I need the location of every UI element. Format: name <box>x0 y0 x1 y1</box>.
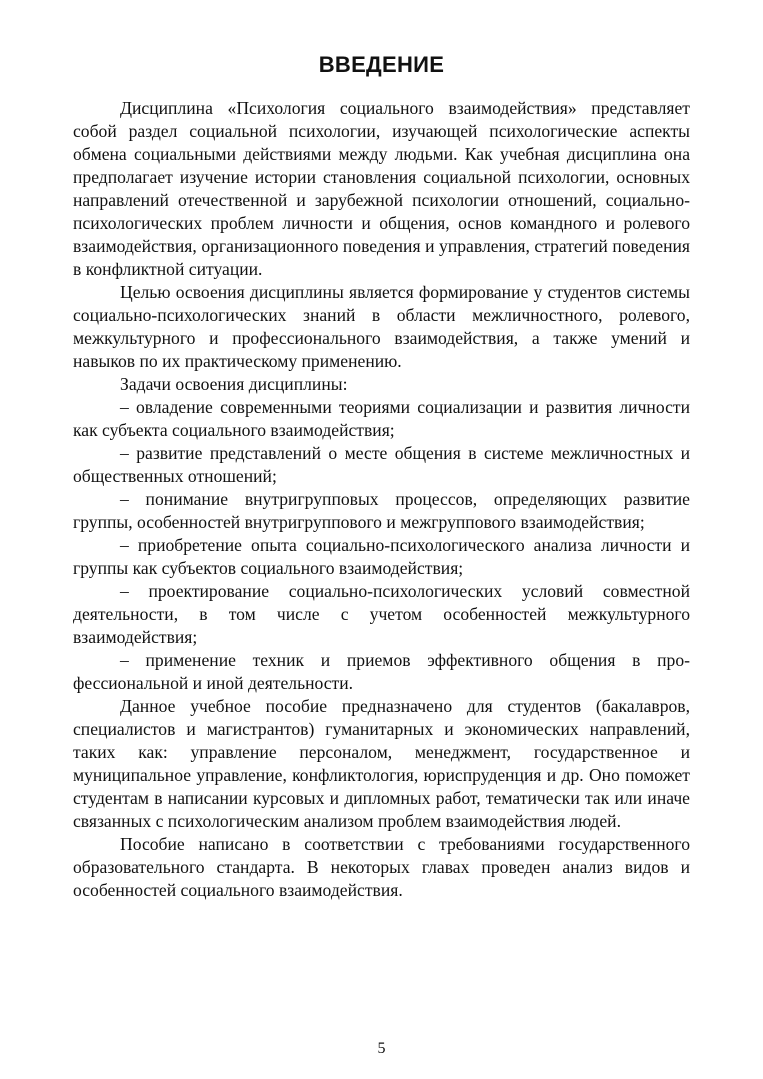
intro-paragraph: Дисциплина «Психология социального взаимодействия» представляет собой раздел социальной психологии, изучающей психологические аспекты обмена социальными действиями между людьми. Как учебная дисциплина она предполагает изучение истории становления социальной психологии, основных направлений отечественной и зарубежной психологии отношений, социально-психологических проблем личности и общения, основ командного и ролевого взаимодействия, организационного поведения и управления, стратегий поведения в конфликтной ситуации. <box>73 98 690 279</box>
task-item: – развитие представлений о месте общения в системе межличностных и общественных отношений; <box>73 443 690 486</box>
task-item: – овладение современными теориями социализации и развития личности как субъекта социального взаимодействия; <box>73 397 690 440</box>
standard-paragraph: Пособие написано в соответствии с требованиями государственного образовательного стандарта. В некоторых главах проведен анализ видов и особенностей социального взаимодействия. <box>73 834 690 900</box>
goal-paragraph: Целью освоения дисциплины является формирование у студентов системы социально-психологических знаний в области межличностного, ролевого, межкультурного и профессионального взаимодействия, а также умений и навыков по их практическому применению. <box>73 282 690 371</box>
task-item: – применение техник и приемов эффективного общения в профессиональной и иной деятельности. <box>73 650 690 693</box>
tasks-heading: Задачи освоения дисциплины: <box>120 374 348 394</box>
page-content <box>73 52 690 902</box>
section-title: ВВЕДЕНИЕ <box>318 52 445 77</box>
task-item: – понимание внутригрупповых процессов, определяющих развитие группы, особенностей внутригруппового и межгруппового взаимодействия; <box>73 489 690 532</box>
task-item: – проектирование социально-психологических условий совместной деятельности, в том числе с учетом особенностей межкультурного взаимодействия; <box>73 581 690 647</box>
page-number: 5 <box>377 1040 386 1057</box>
audience-paragraph: Данное учебное пособие предназначено для студентов (бакалавров, специалистов и магистрантов) гуманитарных и экономических направлений, таких как: управление персоналом, менеджмент, государственное и муниципальное управление, конфликтология, юриспруденция и др. Оно поможет студентам в написании курсовых и дипломных работ, тематически так или иначе связанных с психологическим анализом проблем взаимодействия людей. <box>73 696 690 831</box>
task-item: – приобретение опыта социально-психологического анализа личности и группы как субъектов социального взаимодействия; <box>73 535 690 578</box>
